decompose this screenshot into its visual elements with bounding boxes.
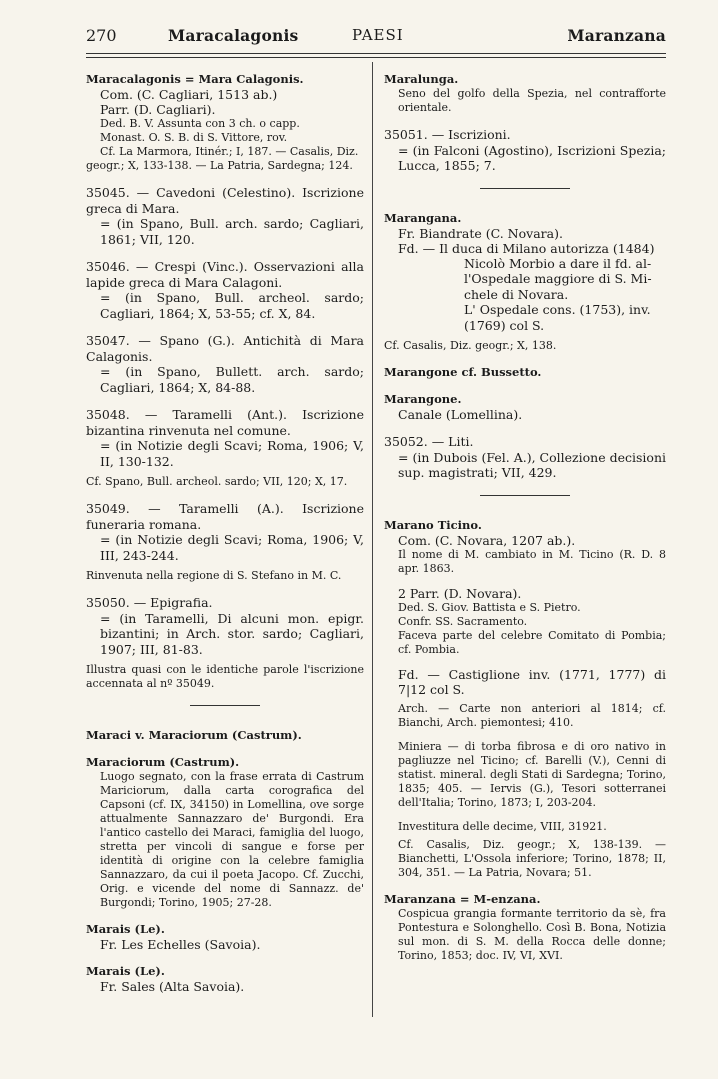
entry-35046 bbox=[86, 259, 364, 321]
bib-note: Rinvenuta nella regione di S. Stefano in M. C. bbox=[86, 569, 342, 582]
bib-reference: = (in Notizie degli Scavi; Roma, 1906; V, II, 130-132. bbox=[100, 438, 364, 469]
entry-maranzana bbox=[384, 892, 666, 963]
entry-35049 bbox=[86, 501, 364, 583]
bib-entry: 35049. — Taramelli (A.). Iscrizione funeraria romana. bbox=[86, 501, 364, 532]
entry-line: Fd. — Castiglione inv. (1771, 1777) di 7|12 col S. bbox=[398, 666, 666, 697]
entry-line: Com. (C. Novara, 1207 ab.). bbox=[398, 532, 576, 548]
entry-marangone-cf bbox=[384, 365, 666, 380]
entry-line: l'Ospedale maggiore di S. Mi- bbox=[464, 271, 652, 286]
running-header bbox=[86, 26, 666, 50]
bib-note: Cf. Casalis, Diz. geogr.; X, 138. bbox=[384, 339, 557, 352]
entry-heading: Marangone cf. Bussetto. bbox=[384, 365, 542, 379]
bib-entry: 35046. — Crespi (Vinc.). Osservazioni alla lapide greca di Mara Calagoni. bbox=[86, 259, 364, 290]
bib-note: Illustra quasi con le identiche parole l'iscrizione accennata al nº 35049. bbox=[86, 663, 364, 690]
entry-line: L' Ospedale cons. (1753), inv. bbox=[464, 302, 651, 317]
entry-heading: Maraci v. Maraciorum (Castrum). bbox=[86, 728, 302, 742]
entry-text: Seno del golfo della Spezia, nel contrafforte orientale. bbox=[398, 87, 666, 114]
bib-entry: 35045. — Cavedoni (Celestino). Iscrizione greca di Mara. bbox=[86, 185, 364, 216]
left-column bbox=[86, 72, 364, 1006]
entry-text: Faceva parte del celebre Comitato di Pombia; cf. Pombia. bbox=[398, 628, 666, 656]
entry-text: Cf. Casalis, Diz. geogr.; X, 138-139. — Bianchetti, L'Ossola inferiore; Torino, 1878; II, 304, 351. — La Patria, Novara; 51. bbox=[398, 837, 666, 879]
bib-reference: = (in Spano, Bull. arch. sardo; Cagliari, 1861; VII, 120. bbox=[100, 216, 364, 247]
entry-heading: Maracalagonis = Mara Calagonis. bbox=[86, 72, 304, 86]
bib-reference: = (in Notizie degli Scavi; Roma, 1906; V, III, 243-244. bbox=[100, 532, 364, 563]
entry-maralunga bbox=[384, 72, 666, 115]
entry-marais-1 bbox=[86, 922, 364, 952]
bib-entry: 35050. — Epigrafia. bbox=[86, 595, 213, 610]
entry-heading: Marais (Le). bbox=[86, 922, 165, 936]
entry-text: Arch. — Carte non anteriori al 1814; cf. Bianchi, Arch. piemontesi; 410. bbox=[398, 701, 666, 729]
entry-35052 bbox=[384, 434, 666, 481]
entry-text: Miniera — di torba fibrosa e di oro nativo in pagliuzze nel Ticino; cf. Barelli (V.), Cenni di statist. mineral. degli Stati di Sardegna; Torino, 1835; 405. — Iervis (G.), Tesori sotterranei dell'Italia; Torino, 1873; I, 203-204. bbox=[398, 739, 666, 809]
entry-35050 bbox=[86, 595, 364, 691]
bib-reference: = (in Taramelli, Di alcuni mon. epigr. bizantini; in Arch. stor. sardo; Cagliari, 1907; III, 81-83. bbox=[100, 610, 364, 657]
entry-line: 2 Parr. (D. Novara). bbox=[398, 585, 522, 601]
entry-line: Cf. La Marmora, Itinér.; I, 187. — Casalis, Diz. bbox=[100, 145, 359, 158]
entry-line: Fr. Biandrate (C. Novara). bbox=[398, 225, 563, 241]
entry-line: (1769) col S. bbox=[464, 317, 545, 333]
entry-heading: Maranzana = M-enzana. bbox=[384, 891, 541, 906]
bib-reference: = (in Spano, Bullett. arch. sardo; Cagliari, 1864; X, 84-88. bbox=[100, 364, 364, 395]
entry-heading: Marangana. bbox=[384, 210, 462, 225]
bib-entry: 35048. — Taramelli (Ant.). Iscrizione bizantina rinvenuta nel comune. bbox=[86, 407, 364, 438]
entry-heading: Marangone. bbox=[384, 392, 462, 406]
entry-line: Parr. (D. Cagliari). bbox=[100, 102, 216, 117]
entry-35045 bbox=[86, 185, 364, 247]
entry-line: Monast. O. S. B. di S. Vittore, rov. bbox=[100, 131, 288, 144]
entry-maracalagonis bbox=[86, 72, 364, 173]
entry-heading: Maraciorum (Castrum). bbox=[86, 755, 240, 769]
entry-maraci bbox=[86, 728, 364, 743]
separator-rule bbox=[480, 495, 570, 496]
bib-entry: 35051. — Iscrizioni. bbox=[384, 127, 511, 142]
entry-marais-2 bbox=[86, 964, 364, 994]
entry-line: Fd. — Il duca di Milano autorizza (1484) bbox=[398, 240, 655, 256]
right-column bbox=[384, 72, 666, 975]
entry-marangone bbox=[384, 392, 666, 422]
header-left-word: Maracalagonis bbox=[168, 26, 299, 45]
entry-heading: Marais (Le). bbox=[86, 964, 165, 978]
entry-line: chele di Novara. bbox=[464, 286, 569, 302]
separator-rule bbox=[190, 705, 260, 706]
entry-line: Com. (C. Cagliari, 1513 ab.) bbox=[100, 87, 278, 102]
entry-line: Fr. Sales (Alta Savoia). bbox=[100, 979, 245, 994]
entry-line: Ded. B. V. Assunta con 3 ch. o capp. bbox=[100, 117, 300, 130]
entry-line: Nicolò Morbio a dare il fd. al- bbox=[464, 255, 652, 271]
bib-reference: = (in Falconi (Agostino), Iscrizioni Spezia; Lucca, 1855; 7. bbox=[398, 142, 666, 173]
entry-35048 bbox=[86, 407, 364, 489]
entry-heading: Marano Ticino. bbox=[384, 517, 482, 532]
separator-rule bbox=[480, 188, 570, 189]
entry-line: Canale (Lomellina). bbox=[398, 407, 523, 422]
entry-35047 bbox=[86, 333, 364, 395]
bib-entry: 35052. — Liti. bbox=[384, 434, 474, 449]
entry-line: Investitura delle decime, VIII, 31921. bbox=[398, 819, 607, 833]
bib-reference: = (in Spano, Bull. archeol. sardo; Cagliari, 1864; X, 53-55; cf. X, 84. bbox=[100, 290, 364, 321]
entry-marano-ticino bbox=[384, 518, 666, 880]
header-right-word: Maranzana bbox=[567, 26, 666, 45]
entry-maraciorum bbox=[86, 755, 364, 910]
bib-entry: 35047. — Spano (G.). Antichità di Mara Calagonis. bbox=[86, 333, 364, 364]
entry-text: Il nome di M. cambiato in M. Ticino (R. D. 8 apr. 1863. bbox=[398, 547, 666, 575]
page-number: 270 bbox=[86, 26, 117, 45]
entry-line: geogr.; X, 133-138. — La Patria, Sardegna; 124. bbox=[86, 159, 353, 172]
bib-note: Cf. Spano, Bull. archeol. sardo; VII, 120; X, 17. bbox=[86, 475, 348, 488]
entry-line: Ded. S. Giov. Battista e S. Pietro. bbox=[398, 600, 581, 614]
entry-text: Luogo segnato, con la frase errata di Castrum Mariciorum, dalla carta corografica del Capsoni (cf. IX, 34150) in Lomellina, ove sorge attualmente Sannazzaro de' Burgondi. Era l'antico castello dei Maraci, famiglia del luogo, stretta per vincoli di sangue e forse per identità di origine con la celebre famiglia Sannazzaro, da cui il poeta Jacopo. Cf. Zucchi, Orig. e vicende del nome di Sannazz. de' Burgondi; Torino, 1905; 27-28. bbox=[100, 770, 364, 909]
entry-line: Fr. Les Echelles (Savoia). bbox=[100, 937, 261, 952]
bib-reference: = (in Dubois (Fel. A.), Collezione decisioni sup. magistrati; VII, 429. bbox=[398, 449, 666, 480]
column-divider bbox=[372, 62, 373, 1017]
entry-text: Cospicua grangia formante territorio da sè, fra Pontestura e Solonghello. Così B. Bona, Notizia sul mon. di S. M. della Rocca delle donne; Torino, 1853; doc. IV, VI, XVI. bbox=[398, 906, 666, 962]
entry-marangana bbox=[384, 211, 666, 354]
entry-heading: Maralunga. bbox=[384, 72, 459, 86]
header-rule-thin bbox=[86, 57, 666, 58]
entry-35051 bbox=[384, 127, 666, 174]
entry-line: Confr. SS. Sacramento. bbox=[398, 614, 528, 628]
header-section: PAESI bbox=[352, 26, 404, 44]
header-rule bbox=[86, 53, 666, 54]
